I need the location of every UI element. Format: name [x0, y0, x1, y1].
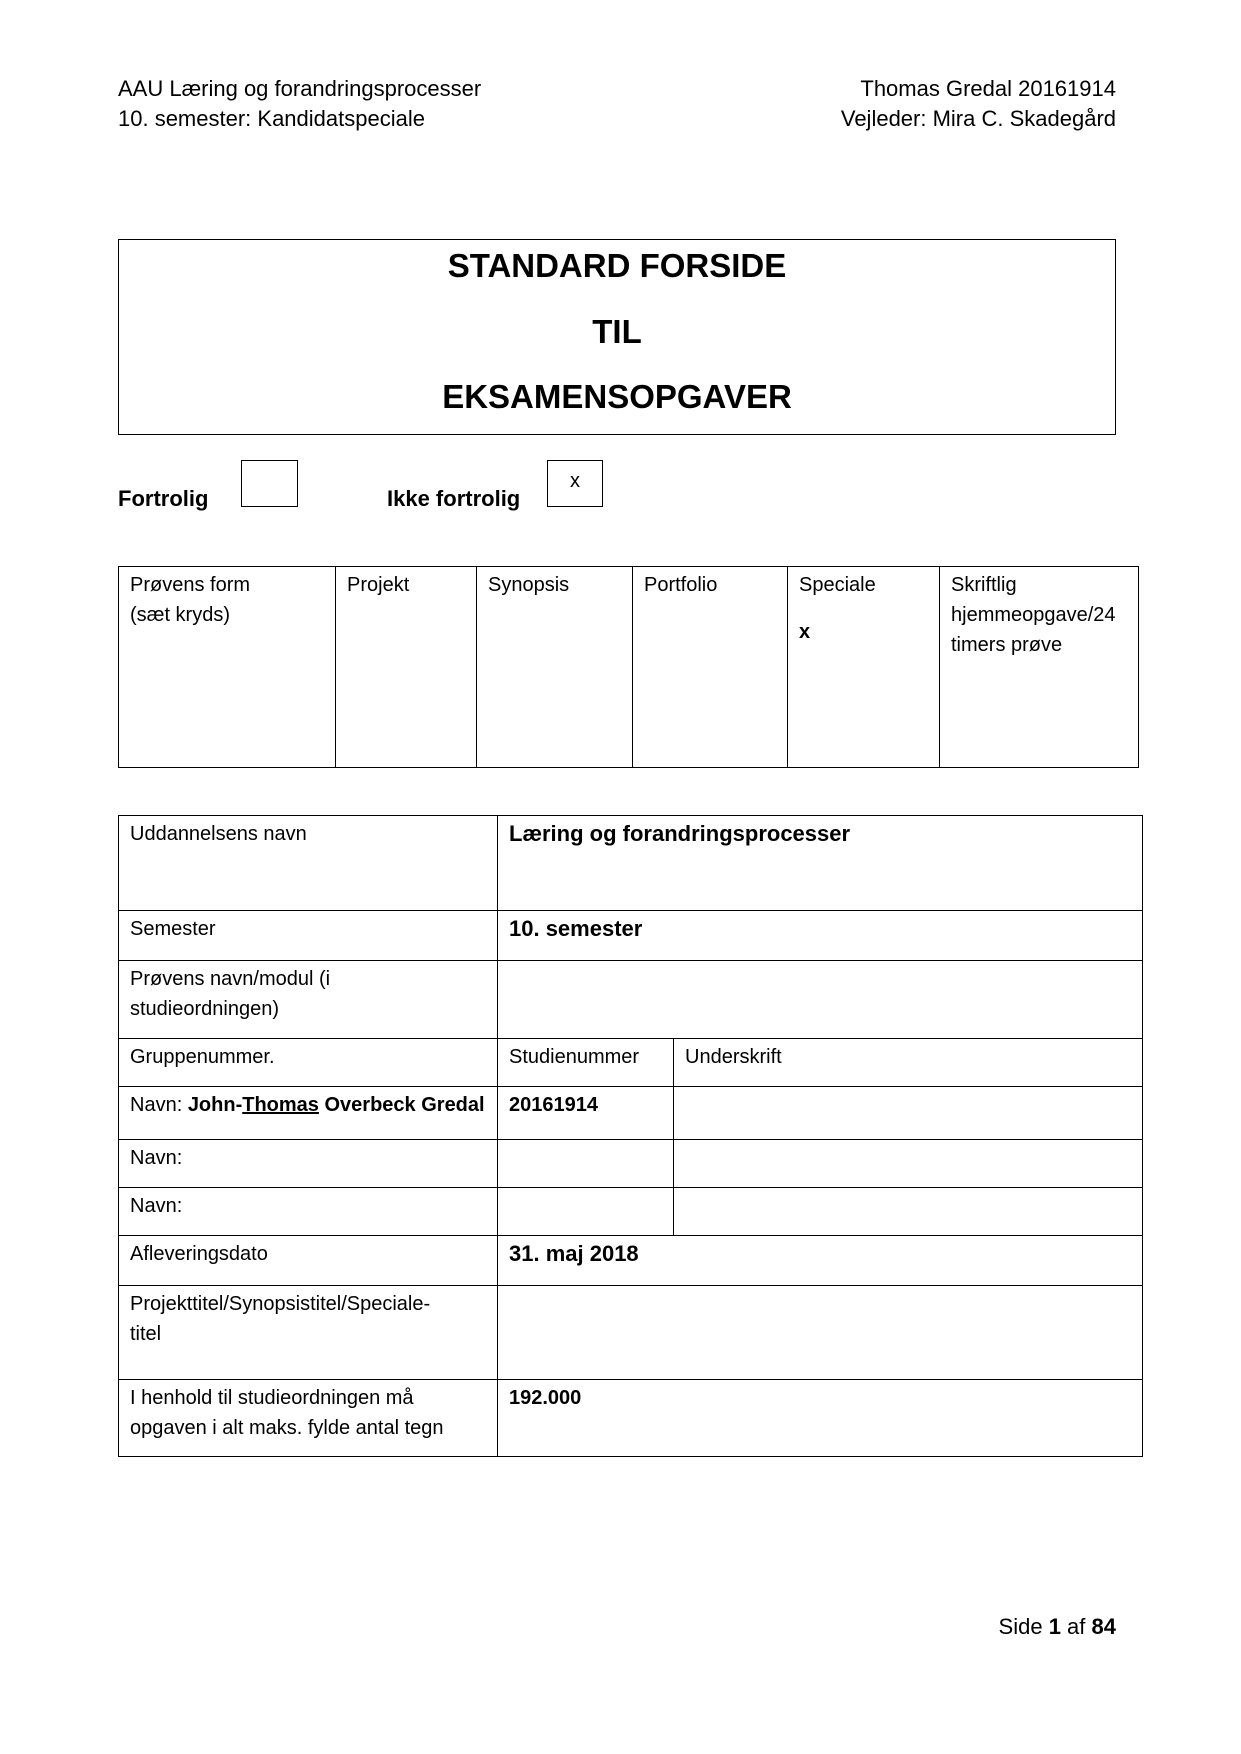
student-number[interactable] [498, 1188, 674, 1236]
option-label: Projekt [347, 574, 410, 596]
title-line-1: STANDARD FORSIDE [447, 247, 787, 284]
exam-name-label-line: studieordningen) [130, 998, 279, 1020]
option-label: timers prøve [951, 634, 1063, 656]
current-page: 1 [1048, 1614, 1061, 1639]
option-label: Skriftlig [951, 574, 1017, 596]
table-row [119, 816, 1143, 911]
delivery-date-label: Afleveringsdato [119, 1236, 498, 1286]
option-label: Speciale [799, 574, 876, 596]
option-label: hjemmeopgave/24 [951, 604, 1116, 626]
exam-name-label-line: Prøvens navn/modul (i [130, 968, 331, 990]
title-line-2: TIL [592, 313, 642, 350]
exam-form-hint: (sæt kryds) [130, 604, 230, 626]
student-signature[interactable] [674, 1140, 1143, 1188]
student-number[interactable] [498, 1140, 674, 1188]
option-synopsis[interactable] [477, 567, 633, 768]
education-value[interactable]: Læring og forandringsprocesser [498, 816, 1143, 911]
table-row [119, 911, 1143, 961]
semester-label: Semester [119, 911, 498, 961]
header-supervisor: Vejleder: Mira C. Skadegård [840, 106, 1116, 131]
max-chars-label-line: I henhold til studieordningen må [130, 1387, 414, 1409]
exam-name-label [119, 961, 498, 1039]
header-semester: 10. semester: Kandidatspeciale [118, 106, 425, 131]
page-prefix: Side [998, 1614, 1049, 1639]
student-name: Navn: [119, 1140, 498, 1188]
exam-form-label: Prøvens form [130, 574, 251, 596]
table-row [119, 961, 1143, 1039]
education-label: Uddannelsens navn [119, 816, 498, 911]
name-prefix: Navn: [130, 1094, 188, 1116]
exam-form-row [119, 567, 1139, 768]
option-skriftlig[interactable] [940, 567, 1139, 768]
name-part: Thomas [242, 1094, 319, 1116]
delivery-date-value[interactable]: 31. maj 2018 [498, 1236, 1143, 1286]
student-number-header: Studienummer [498, 1039, 674, 1087]
header-left [118, 74, 481, 134]
thesis-title-label-line: titel [130, 1323, 162, 1345]
option-speciale[interactable] [788, 567, 940, 768]
name-part: Overbeck Gredal [318, 1094, 485, 1116]
signature-header: Underskrift [674, 1039, 1143, 1087]
exam-name-value[interactable] [498, 961, 1143, 1039]
exam-form-label-cell [119, 567, 336, 768]
table-row [119, 1188, 1143, 1236]
table-row [119, 1039, 1143, 1087]
table-row [119, 1140, 1143, 1188]
table-row [119, 1087, 1143, 1140]
option-label: Portfolio [644, 574, 718, 596]
max-chars-value[interactable]: 192.000 [498, 1380, 1143, 1457]
option-portfolio[interactable] [633, 567, 788, 768]
exam-form-table [118, 566, 1139, 768]
header-right [841, 74, 1116, 134]
info-table [118, 815, 1143, 1457]
page-number [999, 1612, 1116, 1642]
student-name [119, 1087, 498, 1140]
page-middle: af [1060, 1614, 1092, 1639]
option-projekt[interactable] [336, 567, 477, 768]
thesis-title-label [119, 1286, 498, 1380]
option-label: Synopsis [488, 574, 570, 596]
title-box [118, 239, 1116, 435]
max-chars-label [119, 1380, 498, 1457]
max-chars-label-line: opgaven i alt maks. fylde antal tegn [130, 1417, 444, 1439]
group-label: Gruppenummer. [119, 1039, 498, 1087]
total-pages: 84 [1091, 1614, 1116, 1639]
name-part: John- [187, 1094, 243, 1116]
student-number[interactable]: 20161914 [498, 1087, 674, 1140]
student-signature[interactable] [674, 1087, 1143, 1140]
table-row [119, 1380, 1143, 1457]
not-confidential-label: Ikke fortrolig [387, 486, 521, 511]
header-course: AAU Læring og forandringsprocesser [118, 76, 482, 101]
thesis-title-value[interactable] [498, 1286, 1143, 1380]
header-author: Thomas Gredal 20161914 [860, 76, 1116, 101]
student-signature[interactable] [674, 1188, 1143, 1236]
semester-value[interactable]: 10. semester [498, 911, 1143, 961]
title-line-3: EKSAMENSOPGAVER [442, 378, 792, 415]
table-row [119, 1236, 1143, 1286]
confidential-label: Fortrolig [118, 486, 209, 511]
confidential-checkbox[interactable] [241, 460, 298, 507]
student-name: Navn: [119, 1188, 498, 1236]
thesis-title-label-line: Projekttitel/Synopsistitel/Speciale- [130, 1293, 431, 1315]
not-confidential-checkbox[interactable]: x [547, 460, 603, 507]
table-row [119, 1286, 1143, 1380]
option-mark: x [799, 621, 811, 643]
